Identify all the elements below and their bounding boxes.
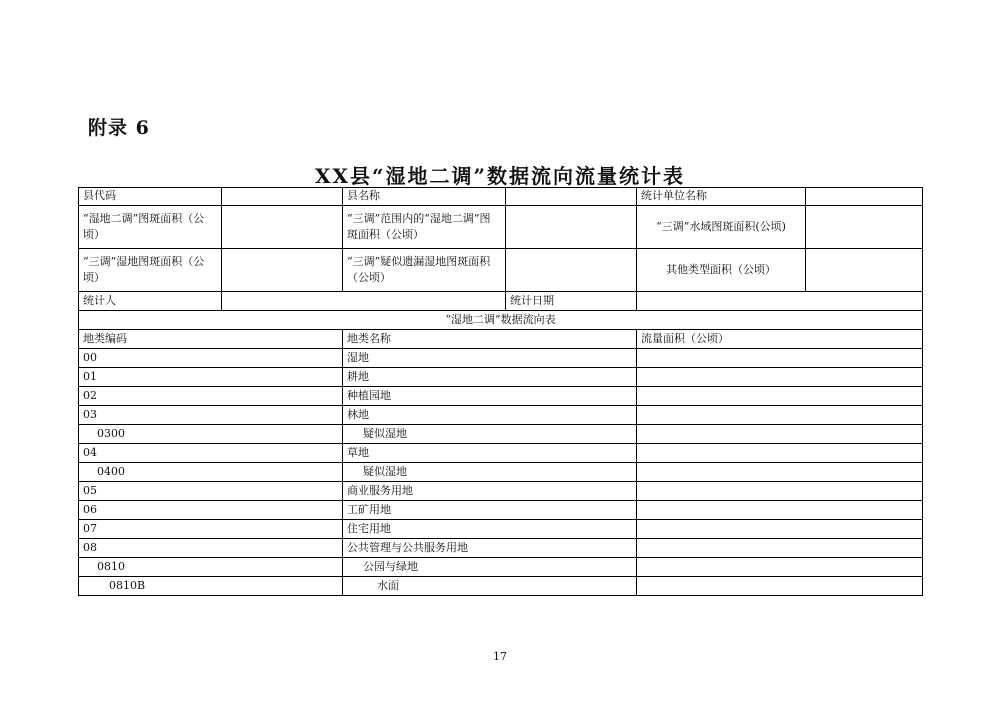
flow-area-value[interactable] [637,406,923,425]
land-class-code: 0810B [79,577,343,596]
sandiao-wetland-spot-value[interactable] [222,249,343,292]
flow-section-title: “湿地二调”数据流向表 [79,311,923,330]
table-row [79,577,923,596]
land-class-code: 00 [79,349,343,368]
stat-date-value[interactable] [637,292,923,311]
flow-area-value[interactable] [637,558,923,577]
land-class-name: 疑似湿地 [343,463,637,482]
flow-area-value[interactable] [637,482,923,501]
land-class-name: 疑似湿地 [343,425,637,444]
county-code-value[interactable] [222,188,343,206]
table-row [79,349,923,368]
table-row [79,444,923,463]
suspected-missing-value[interactable] [506,249,637,292]
flow-area-value[interactable] [637,444,923,463]
land-class-code: 08 [79,539,343,558]
land-class-code: 01 [79,368,343,387]
land-class-code: 0810 [79,558,343,577]
sandiao-water-area-value[interactable] [806,206,923,249]
flow-area-value[interactable] [637,501,923,520]
table-row [79,558,923,577]
stat-date-label: 统计日期 [506,292,637,311]
land-class-code: 06 [79,501,343,520]
land-class-name: 公园与绿地 [343,558,637,577]
land-class-name: 种植园地 [343,387,637,406]
county-name-value[interactable] [506,188,637,206]
column-header-name: 地类名称 [343,330,637,349]
page-number: 17 [493,650,507,663]
table-row [79,463,923,482]
land-class-code: 07 [79,520,343,539]
land-class-name: 工矿用地 [343,501,637,520]
flow-area-value[interactable] [637,539,923,558]
stat-unit-value[interactable] [806,188,923,206]
appendix-label: 附录 6 [88,117,150,139]
land-class-code: 03 [79,406,343,425]
land-class-name: 林地 [343,406,637,425]
table-row [79,406,923,425]
flow-section-title-row [79,311,923,330]
land-class-code: 04 [79,444,343,463]
land-class-name: 耕地 [343,368,637,387]
land-class-name: 水面 [343,577,637,596]
land-class-name: 湿地 [343,349,637,368]
table-row [79,520,923,539]
flow-column-header-row [79,330,923,349]
statistician-label: 统计人 [79,292,222,311]
flow-area-value[interactable] [637,520,923,539]
table-row [79,539,923,558]
land-class-name: 公共管理与公共服务用地 [343,539,637,558]
land-class-code: 0400 [79,463,343,482]
header-row-county [79,188,923,206]
stat-unit-label: 统计单位名称 [637,188,806,206]
sandiao-wetland2-area-label: “三调”范围内的“湿地二调”图斑面积（公顷） [343,206,506,249]
header-row-areas-1 [79,206,923,249]
table-row [79,501,923,520]
column-header-area: 流量面积（公顷） [637,330,923,349]
table-row [79,482,923,501]
flow-area-value[interactable] [637,368,923,387]
flow-area-value[interactable] [637,463,923,482]
column-header-code: 地类编码 [79,330,343,349]
county-code-label: 县代码 [79,188,222,206]
flow-area-value[interactable] [637,425,923,444]
other-area-label: 其他类型面积（公顷） [637,249,806,292]
land-class-name: 草地 [343,444,637,463]
other-area-value[interactable] [806,249,923,292]
sandiao-water-area-label: “三调”水域图斑面积(公顷) [637,206,806,249]
header-row-areas-2 [79,249,923,292]
flow-area-value[interactable] [637,349,923,368]
county-name-label: 县名称 [343,188,506,206]
document-title: XX县“湿地二调”数据流向流量统计表 [314,164,686,188]
statistician-value[interactable] [222,292,506,311]
table-row [79,368,923,387]
wetland2-area-label: “湿地二调”图斑面积（公顷） [79,206,222,249]
flow-statistics-table [78,187,923,596]
flow-area-value[interactable] [637,387,923,406]
header-row-statistician [79,292,923,311]
land-class-name: 商业服务用地 [343,482,637,501]
flow-area-value[interactable] [637,577,923,596]
suspected-missing-label: “三调”疑似遗漏湿地图斑面积（公顷） [343,249,506,292]
land-class-code: 02 [79,387,343,406]
sandiao-wetland2-area-value[interactable] [506,206,637,249]
table-row [79,387,923,406]
land-class-code: 05 [79,482,343,501]
land-class-name: 住宅用地 [343,520,637,539]
table-row [79,425,923,444]
sandiao-wetland-spot-label: “三调”湿地图斑面积（公顷） [79,249,222,292]
wetland2-area-value[interactable] [222,206,343,249]
land-class-code: 0300 [79,425,343,444]
